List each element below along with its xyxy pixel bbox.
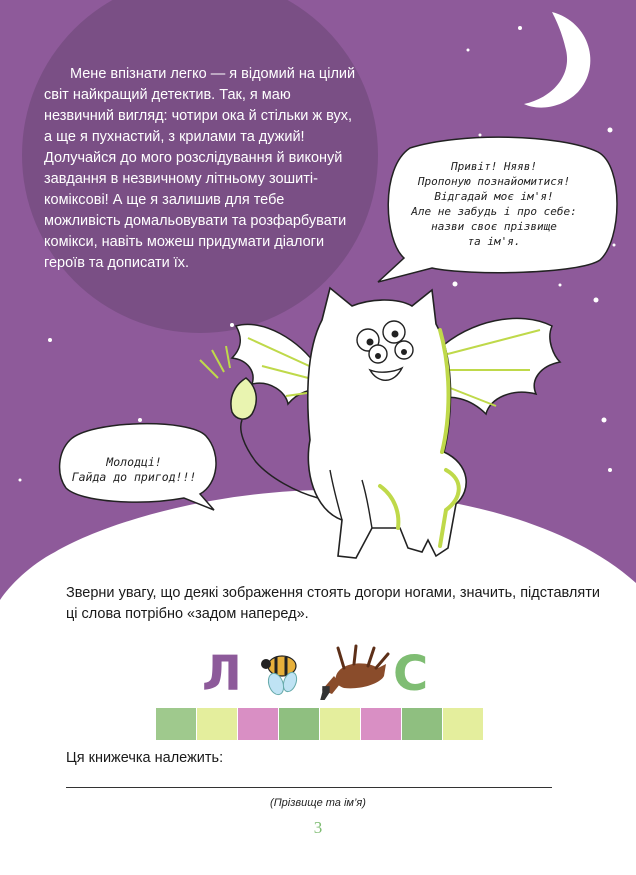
answer-cells [156,708,484,740]
answer-cell[interactable] [443,708,483,740]
cat-speech-line: Пропоную познайомитися! [417,175,571,188]
cat-speech-line: та ім'я. [467,235,521,248]
cat-speech-line: Привіт! Няяв! [450,160,538,173]
cat-speech-line: Але не забудь і про себе: [411,205,577,218]
answer-cell[interactable] [156,708,196,740]
bee-icon [261,656,299,697]
answer-cell[interactable] [320,708,360,740]
small-speech-text [70,455,198,485]
owner-name-line[interactable] [66,787,552,788]
small-speech-line: Гайда до пригод!!! [71,470,197,484]
answer-cell[interactable] [402,708,442,740]
page-number: 3 [313,818,323,837]
owner-hint: (Прізвище та ім’я) [270,797,366,809]
answer-cell[interactable] [279,708,319,740]
small-speech-line: Молодці! [106,455,162,469]
answer-cell[interactable] [361,708,401,740]
puzzle-letter-s: С [393,646,429,702]
instruction-note: Зверни увагу, що деякі зображення стоять догори ногами, значить, підставляти ці слова потрібно «задом наперед». [66,585,600,622]
intro-paragraph: Мене впізнати легко — я відомий на цілий світ найкращий детектив. Так, я маю незвичний вигляд: чотири ока й стільки ж вух, а ще я пухнастий, з крилами та дужий! Долучайся до мого розслідування й виконуй завдання в незвичному літньому зошиті-коміксові! А ще я залишив для тебе можливість домальовувати та розфарбувати комікси, навіть можеш придумати діалоги героїв та дописати їх. [44,66,356,271]
cat-speech-text [398,159,590,249]
puzzle-comma: , [318,655,334,704]
puzzle-letter-l: Л [202,646,242,702]
owner-label: Ця книжечка належить: [66,750,224,766]
answer-cell[interactable] [197,708,237,740]
answer-cell[interactable] [238,708,278,740]
cat-speech-line: назви своє прізвище [431,220,557,233]
cat-speech-line: Відгадай моє ім'я! [434,190,554,203]
